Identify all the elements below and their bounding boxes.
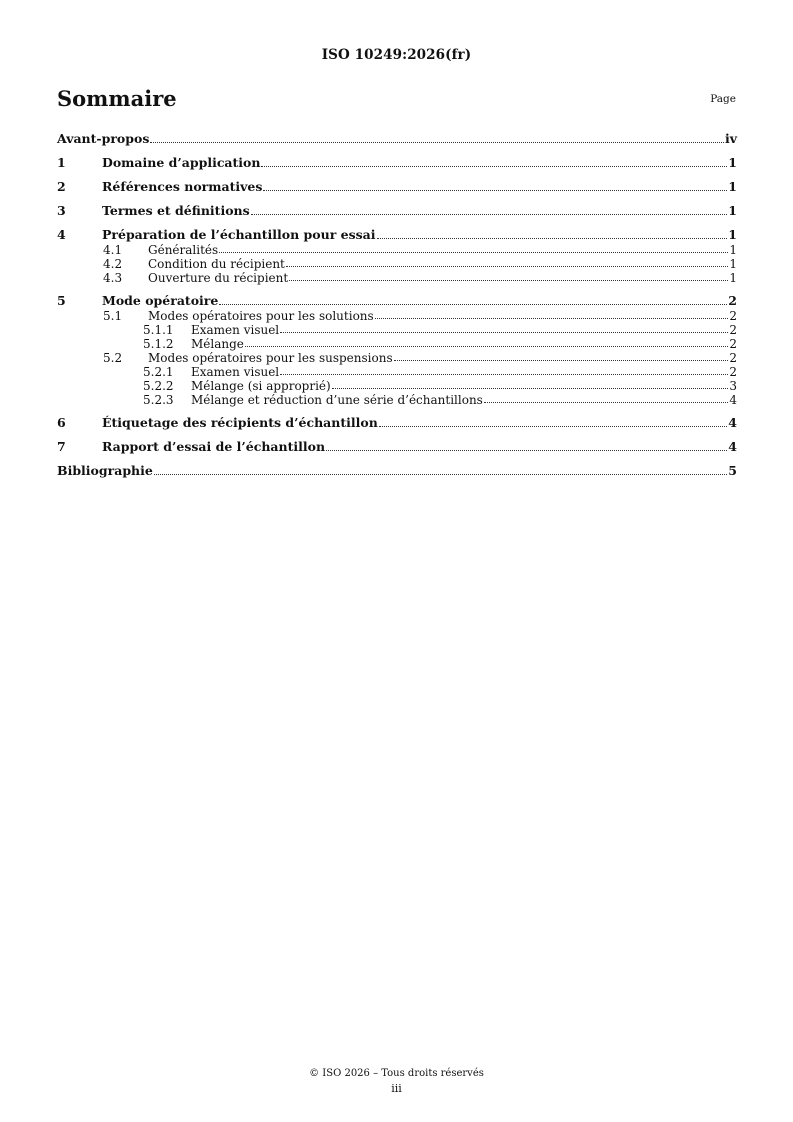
toc-entry-label: Références normatives: [102, 179, 263, 194]
toc-entry-page: 4: [728, 439, 737, 454]
dot-leader: [261, 165, 727, 167]
dot-leader: [289, 279, 728, 281]
toc-entry[interactable]: [57, 337, 737, 351]
toc-entry-page: 1: [728, 155, 737, 170]
dot-leader: [219, 251, 728, 253]
toc-entry[interactable]: [57, 271, 737, 285]
toc-entry[interactable]: [57, 292, 737, 309]
toc-entry-number: 5.1: [103, 309, 123, 323]
toc-entry[interactable]: [57, 243, 737, 257]
toc-entry-number: 7: [57, 439, 66, 454]
dot-leader: [484, 401, 729, 403]
page-column-label: Page: [710, 93, 736, 105]
dot-leader: [394, 359, 729, 361]
toc-entry-page: 2: [729, 323, 737, 337]
dot-leader: [150, 141, 724, 143]
copyright-notice: © ISO 2026 – Tous droits réservés: [309, 1068, 484, 1079]
dot-leader: [280, 331, 728, 333]
toc-entry-page: 2: [729, 365, 737, 379]
toc-entry-number: 5.1.2: [143, 337, 174, 351]
toc-entry-page: 1: [728, 227, 737, 242]
dot-leader: [280, 373, 728, 375]
toc-entry[interactable]: [57, 393, 737, 407]
toc-entry[interactable]: [57, 462, 737, 479]
toc-entry-label: Mode opératoire: [102, 293, 219, 308]
dot-leader: [332, 387, 729, 389]
toc-entry-number: 4: [57, 227, 66, 242]
document-id-header: ISO 10249:2026(fr): [321, 47, 472, 63]
toc-entry-label: Étiquetage des récipients d’échantillon: [102, 415, 378, 430]
toc-entry-label: Examen visuel: [191, 365, 280, 379]
toc-entry[interactable]: [57, 309, 737, 323]
dot-leader: [251, 213, 728, 215]
toc-entry-number: 4.2: [103, 257, 123, 271]
toc-entry-label: Mélange (si approprié): [191, 379, 331, 393]
toc-entry-page: 2: [729, 309, 737, 323]
table-of-contents: [57, 130, 737, 479]
toc-entry-number: 5.2.1: [143, 365, 174, 379]
toc-entry-number: 4.1: [103, 243, 123, 257]
toc-entry-number: 3: [57, 203, 66, 218]
toc-entry-label: Termes et définitions: [102, 203, 250, 218]
page-footer: [0, 1068, 793, 1095]
toc-entry[interactable]: [57, 438, 737, 455]
toc-entry[interactable]: [57, 414, 737, 431]
toc-entry-page: 2: [729, 337, 737, 351]
dot-leader: [375, 317, 729, 319]
toc-entry-number: 2: [57, 179, 66, 194]
toc-entry-number: 1: [57, 155, 66, 170]
dot-leader: [245, 345, 728, 347]
toc-entry-page: 1: [728, 179, 737, 194]
toc-entry-page: 1: [729, 257, 737, 271]
toc-entry[interactable]: [57, 178, 737, 195]
toc-entry[interactable]: [57, 202, 737, 219]
toc-entry-label: Avant-propos: [57, 131, 150, 146]
toc-entry[interactable]: [57, 351, 737, 365]
toc-entry[interactable]: [57, 130, 737, 147]
toc-entry-page: 3: [729, 379, 737, 393]
page-number: iii: [391, 1082, 402, 1095]
toc-entry-label: Modes opératoires pour les suspensions: [148, 351, 393, 365]
toc-entry[interactable]: [57, 154, 737, 171]
toc-entry-label: Mélange: [191, 337, 244, 351]
dot-leader: [154, 473, 727, 475]
toc-entry[interactable]: [57, 323, 737, 337]
toc-entry-label: Préparation de l’échantillon pour essai: [102, 227, 376, 242]
toc-entry-number: 6: [57, 415, 66, 430]
toc-entry-number: 5.1.1: [143, 323, 174, 337]
toc-entry-page: 5: [728, 463, 737, 478]
toc-entry[interactable]: [57, 379, 737, 393]
toc-entry-label: Bibliographie: [57, 463, 153, 478]
toc-entry[interactable]: [57, 257, 737, 271]
toc-entry-label: Ouverture du récipient: [148, 271, 289, 285]
dot-leader: [286, 265, 728, 267]
page-title: Sommaire: [57, 86, 177, 111]
dot-leader: [326, 449, 727, 451]
toc-entry[interactable]: [57, 226, 737, 243]
toc-entry-label: Généralités: [148, 243, 219, 257]
toc-entry-label: Domaine d’application: [102, 155, 261, 170]
toc-entry-page: 2: [729, 351, 737, 365]
dot-leader: [379, 425, 727, 427]
toc-entry-label: Mélange et réduction d’une série d’échantillons: [191, 393, 483, 407]
toc-entry-label: Examen visuel: [191, 323, 280, 337]
toc-entry-number: 5.2: [103, 351, 123, 365]
toc-entry-number: 4.3: [103, 271, 123, 285]
toc-entry-label: Rapport d’essai de l’échantillon: [102, 439, 326, 454]
toc-entry[interactable]: [57, 365, 737, 379]
toc-entry-number: 5: [57, 293, 66, 308]
dot-leader: [263, 189, 727, 191]
toc-entry-number: 5.2.3: [143, 393, 174, 407]
toc-entry-page: 1: [729, 243, 737, 257]
toc-entry-page: 4: [728, 415, 737, 430]
toc-entry-label: Condition du récipient: [148, 257, 285, 271]
toc-entry-page: 1: [728, 203, 737, 218]
toc-entry-number: 5.2.2: [143, 379, 174, 393]
dot-leader: [219, 303, 727, 305]
dot-leader: [377, 237, 728, 239]
toc-entry-page: 4: [729, 393, 737, 407]
toc-entry-page: iv: [724, 131, 737, 146]
toc-entry-label: Modes opératoires pour les solutions: [148, 309, 374, 323]
toc-entry-page: 2: [728, 293, 737, 308]
toc-entry-page: 1: [729, 271, 737, 285]
